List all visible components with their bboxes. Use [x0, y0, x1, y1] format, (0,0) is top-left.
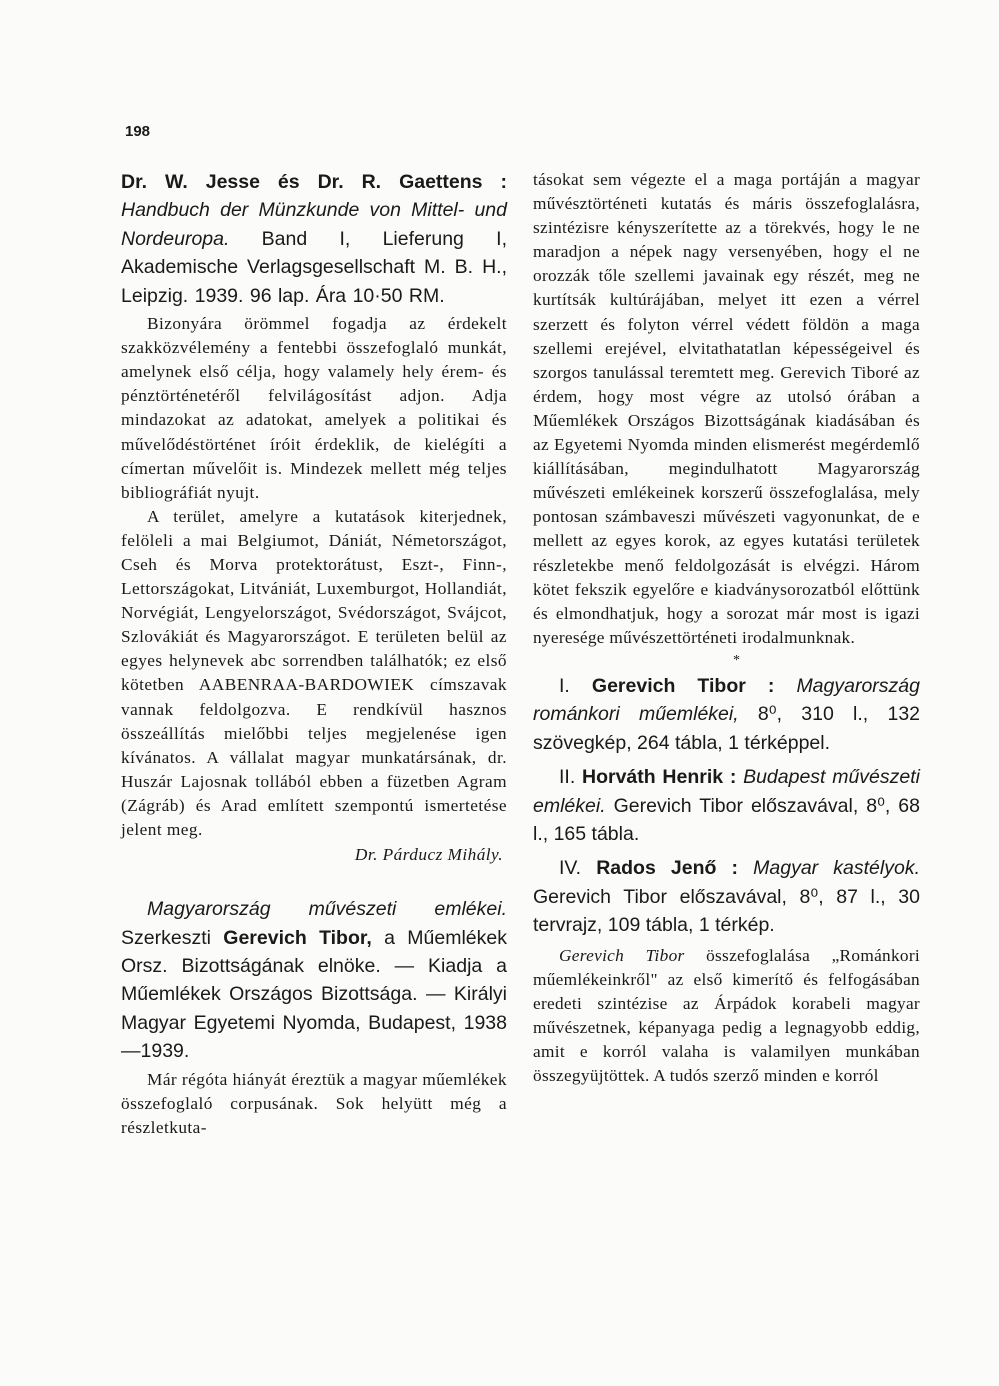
volume-3-author: Rados Jenő : — [596, 857, 739, 880]
volume-1-details: 8⁰, 310 l., 132 szövegkép, 264 tábla, 1 térképpel. — [533, 703, 921, 754]
section-separator: * — [733, 652, 740, 668]
review-1-signature: Dr. Párducz Mihály. — [354, 845, 503, 865]
volume-3-entry — [533, 854, 920, 939]
volume-2-author: Horváth Henrik : — [582, 766, 737, 789]
volume-2-title: Budapest művészeti emlékei. — [533, 766, 920, 817]
review-2-paragraph-2-text: összefoglalása „Románkori műemlékeinkről" az első kimerítő és felfogásában eredeti szintézise az Árpádok korabeli magyar művészetnek, képanyaga pedig a legnagyobb eddig, amit e korról valaha is valamilyen munkában összegyüjtöttek. A tudós szerző minden e korról — [533, 945, 921, 1085]
review-2-publication: a Műemlékek Orsz. Bizottságának elnöke. — Kiadja a Műemlékek Országos Bizottsága. — Királyi Magyar Egyetemi Nyomda, Budapest, 1938—1939. — [121, 926, 507, 1063]
review-1-paragraph-2: A terület, amelyre a kutatások kiterjednek, felöleli a mai Belgiumot, Dániát, Németországot, Cseh és Morva protektorátust, Eszt-, Finn-, Lettországokat, Litvániát, Luxemburgot, Hollandiát, Norvégiát, Lengyelországot, Svédországot, Svájcot, Szlovákiát és Magyarországot. E területen belül az egyes helynevek abc sorrendben találhatók; ez első kötetben AABENRAA-BARDOWIEK címszavak vannak feldolgozva. E rendkívül hasznos összeállítás mielőbbi teljes megjelenése igen kívánatos. A vállalat magyar munkatársának, dr. Huszár Lajosnak tollából ebben a füzetben Agram (Zágráb) és Arad említett szempontú ismertetése jelent meg. — [121, 506, 507, 839]
review-1-authors: Dr. W. Jesse és Dr. R. Gaettens : — [121, 171, 507, 193]
review-2-heading — [121, 895, 507, 1065]
volume-1-entry — [533, 672, 920, 757]
volume-1-number: I. — [559, 674, 570, 697]
review-2-paragraph-1: Már régóta hiányát éreztük a magyar műemlékek összefoglaló corpusának. Sok helyütt még a részletkuta- — [121, 1069, 507, 1137]
review-1-heading — [121, 168, 507, 310]
review-2-title: Magyarország művészeti emlékei. — [147, 898, 507, 921]
review-2-paragraph-2 — [533, 944, 920, 1089]
review-2-paragraph-2-name: Gerevich Tibor — [559, 945, 685, 965]
review-2-editor-prefix: Szerkeszti — [121, 926, 211, 949]
volume-1-title: Magyarország románkori műemlékei, — [533, 674, 920, 726]
volume-3-details: Gerevich Tibor előszavával, 8⁰, 87 l., 30 tervrajz, 109 tábla, 1 térkép. — [533, 885, 920, 937]
volume-3-title: Magyar kastélyok. — [753, 857, 920, 880]
volume-1-author: Gerevich Tibor : — [591, 674, 775, 697]
review-1-paragraph-1: Bizonyára örömmel fogadja az érdekelt szakközvélemény a fentebbi összefoglaló munkát, amelynek első célja, hogy valamely hely érem- és pénztörténetéről felvilágosítást adjon. Adja mindazokat az adatokat, amelyek a politikai és művelődéstörténet íróit érdeklik, de kielégíti a címertan művelőit is. Mindezek mellett még teljes bibliográfiát nyujt. — [121, 314, 507, 502]
review-2-paragraph-1-continued: tásokat sem végezte el a maga portáján a magyar művésztörténeti kutatás és máris összefoglalásra, szintézisre kényszerítette az a törekvés, hogy le ne maradjon a népek nagy versenyében, hogy el ne orozzák tőle szellemi javainak egy részét, meg ne kurtítsák kultúrájában, melyet itt ezen a vérrel szerzett és folyton vérrel védett földön a maga szellemi erejével, elvitathatatlan képességeivel és szorgos tanulással teremtett meg. Gerevich Tiboré az érdem, hogy most végre az utolsó órában a Műemlékek Országos Bizottságának kiadásában és az Egyetemi Nyomda minden elismerést megérdemlő kiállításában, megindulhatott Magyarország művészeti emlékeinek korszerű összefoglalása, mely pontosan számbaveszi művészeti vagyonunkat, de e mellett az egyes korok, az egyes kutatási területek részletekbe menő feldolgozását is elvégzi. Három kötet fekszik egyelőre e kiadványsorozatból előttünk és elmondhatjuk, hogy a sorozat már most is igazi nyeresége művészettörténeti irodalmunknak. — [533, 170, 920, 647]
volume-2-number: II. — [559, 766, 576, 789]
review-1-publication: Band I, Lieferung I, Akademische Verlagsgesellschaft M. B. H., Leipzig. 1939. 96 lap. Ára 10·50 RM. — [121, 227, 507, 307]
right-column — [533, 168, 920, 1088]
review-2-editor: Gerevich Tibor, — [223, 926, 372, 949]
volume-2-entry — [533, 763, 920, 848]
left-column — [121, 168, 507, 1140]
volume-3-number: IV. — [559, 857, 582, 880]
review-1-title: Handbuch der Münzkunde von Mittel- und Nordeuropa. — [121, 199, 507, 250]
volume-2-details: Gerevich Tibor előszavával, 8⁰, 68 l., 165 tábla. — [533, 794, 920, 845]
page-number: 198 — [125, 123, 151, 140]
